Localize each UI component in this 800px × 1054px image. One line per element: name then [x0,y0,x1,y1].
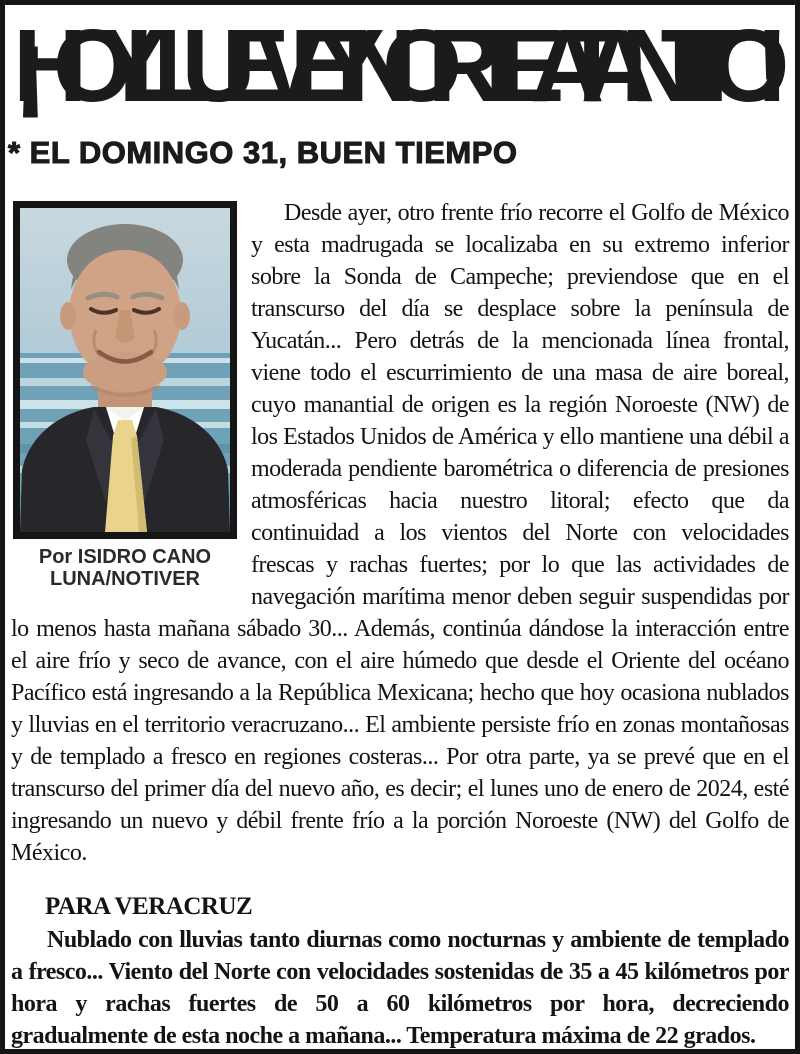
article-paragraph-main: Desde ayer, otro frente frío recorre el Golfo de México y esta madrugada se localizaba en su extremo inferior sobre la Sonda de Campeche; previendose que en el transcurso del día se desplace sobre la península de Yucatán... Pero detrás de la mencionada línea frontal, viene todo el escurrimiento de una masa de aire boreal, cuyo manantial de origen es la región Noroeste (NW) de los Estados Unidos de América y ello mantiene una débil a moderada pendiente barométrica o diferencia de presiones atmosféricas hacia nuestro litoral; efecto que da continuidad a los vientos del Norte con velocidades frescas y rachas fuertes; por lo que las actividades de navegación marítima menor deben seguir suspendidas por lo menos hasta mañana sábado 30... Además, continúa dándose la interacción entre el aire frío y seco de avance, con el aire húmedo que desde el Oriente del océano Pacífico está ingresando a la República Mexicana; hecho que hoy ocasiona nublados y lluvias en el territorio veracruzano... El ambiente persiste frío en zonas montañosas y de templado a fresco en regiones costeras... Por otra parte, ya se prevé que en el transcurso del primer día del nuevo año, es decir; el lunes uno de enero de 2024, esté ingresando un nuevo y débil frente frío a la porción Noroeste (NW) del Golfo de México. [11,200,789,866]
photo-caption-line2: LUNA/NOTIVER [50,568,200,590]
headline-text: ¡HOY LLUEVE Y NORTEA TANTITO! [13,23,790,123]
article-body [11,197,789,1052]
article-paragraph-forecast: Nublado con lluvias tanto diurnas como nocturnas y ambiente de templado a fresco... Viento del Norte con velocidades sostenidas de 35 a 45 kilómetros por hora y rachas fuertes de 50 a 60 kilómetros por hora, decreciendo gradualmente de esta noche a mañana... Temperatura máxima de 22 grados. [11,927,789,1049]
author-photo [13,201,237,539]
photo-caption-line1: Por ISIDRO CANO [38,546,212,568]
section-heading-para-veracruz: PARA VERACRUZ [45,893,253,920]
photo-caption [13,546,237,590]
portrait-illustration [20,208,230,532]
headline [11,23,791,125]
header [8,23,790,171]
author-figure [13,201,237,590]
subheadline: * EL DOMINGO 31, BUEN TIEMPO [8,135,518,170]
